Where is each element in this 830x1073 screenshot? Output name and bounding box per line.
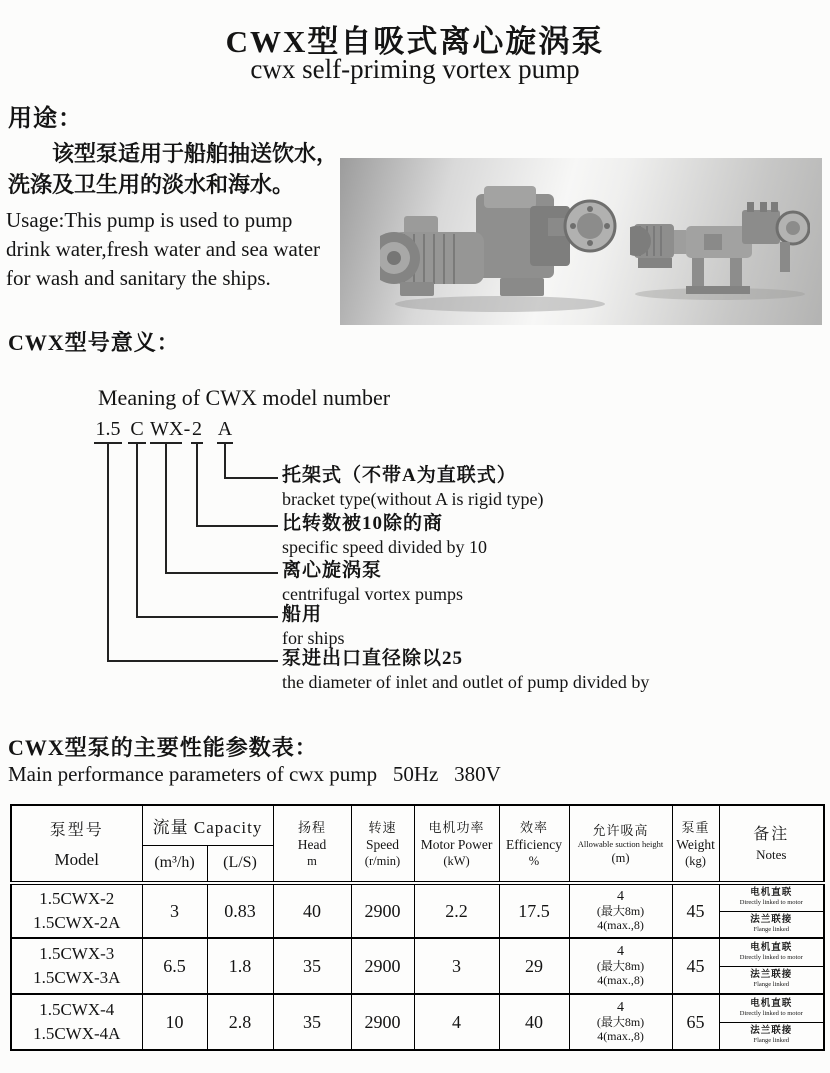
- performance-table: [10, 804, 825, 1051]
- cell-suction: [569, 994, 672, 1050]
- pump-photo-left: [380, 176, 630, 316]
- col-header-power-en: Motor Power: [420, 836, 493, 852]
- cell-head: 35: [273, 994, 351, 1050]
- model-meaning-heading-cn: CWX型号意义：: [8, 330, 180, 355]
- usage-paragraph-chinese: [8, 138, 340, 200]
- cell-model-line2: 1.5CWX-4A: [33, 1024, 121, 1043]
- col-header-capacity: 流量 Capacity: [142, 805, 273, 845]
- model-number-diagram: [0, 418, 830, 713]
- col-header-head: [273, 805, 351, 883]
- note-flange-cn: 法兰联接: [750, 1026, 793, 1037]
- diagram-entry-bracket-en: bracket type(without A is rigid type): [282, 489, 544, 509]
- usage-paragraph-english: [6, 206, 342, 293]
- cell-efficiency: 17.5: [499, 883, 569, 938]
- model-meaning-heading-en: Meaning of CWX model number: [98, 385, 391, 410]
- cell-efficiency: 29: [499, 938, 569, 994]
- cell-model: [11, 994, 142, 1050]
- page-title-chinese: CWX型自吸式离心旋涡泵: [225, 24, 605, 59]
- cell-model-line2: 1.5CWX-2A: [33, 913, 121, 932]
- col-header-head-unit: m: [307, 853, 317, 868]
- note-flange-cn: 法兰联接: [750, 914, 793, 925]
- cell-suction-line3: 4(max.,8): [597, 1029, 644, 1043]
- table-row-cwx3: [11, 938, 824, 966]
- usage-en-line3: for wash and sanitary the ships.: [6, 266, 271, 290]
- diagram-entry-ships-en: for ships: [282, 628, 345, 648]
- col-header-weight-en: Weight: [676, 836, 715, 852]
- cell-capacity-m3h: 3: [142, 883, 207, 938]
- cell-suction-line1: 4: [617, 1000, 625, 1015]
- cell-note-flange: [719, 966, 824, 994]
- model-code-bracket: A: [217, 418, 233, 444]
- col-header-power-cn: 电机功率: [428, 819, 485, 835]
- diagram-entry-specific-speed-cn: 比转数被10除的商: [282, 513, 444, 534]
- cell-model: [11, 883, 142, 938]
- cell-suction-line2: (最大8m): [596, 904, 645, 918]
- note-direct-en: Directly linked to motor: [739, 899, 803, 907]
- diagram-entry-vortex: [282, 559, 463, 606]
- col-header-model-cn: 泵型号: [49, 822, 104, 839]
- cell-suction-line3: 4(max.,8): [597, 973, 644, 987]
- col-header-speed-cn: 转速: [368, 819, 397, 835]
- cell-suction-line2: (最大8m): [596, 1015, 645, 1029]
- cell-capacity-m3h: 10: [142, 994, 207, 1050]
- note-flange-en: Flange linked: [753, 1037, 790, 1045]
- cell-head: 35: [273, 938, 351, 994]
- cell-model-line2: 1.5CWX-3A: [33, 968, 121, 987]
- diagram-entry-bracket: [282, 464, 543, 511]
- cell-capacity-ls: 1.8: [207, 938, 273, 994]
- col-header-notes-en: Notes: [756, 846, 787, 862]
- cell-weight: 45: [672, 883, 719, 938]
- col-header-capacity-ls: (L/S): [207, 845, 273, 883]
- col-header-efficiency-unit: %: [528, 853, 540, 868]
- col-header-power: [414, 805, 499, 883]
- cell-speed: 2900: [351, 938, 414, 994]
- col-header-head-en: Head: [297, 836, 327, 852]
- col-header-speed: [351, 805, 414, 883]
- cell-power: 2.2: [414, 883, 499, 938]
- model-code-size: 1.5: [94, 418, 122, 444]
- model-code-dash: -: [183, 418, 191, 440]
- performance-table-wrap: [10, 804, 825, 1051]
- col-header-capacity-m3h: (m³/h): [142, 845, 207, 883]
- col-header-suction-en: Allowable suction height: [577, 838, 664, 849]
- note-direct-en: Directly linked to motor: [739, 1009, 803, 1017]
- cell-speed: 2900: [351, 883, 414, 938]
- note-direct-cn: 电机直联: [750, 888, 793, 899]
- cell-suction-line2: (最大8m): [596, 959, 645, 973]
- diagram-entry-specific-speed: [282, 512, 487, 559]
- params-heading-cn: CWX型泵的主要性能参数表：: [8, 735, 318, 760]
- diagram-entry-vortex-cn: 离心旋涡泵: [282, 560, 383, 581]
- cell-head: 40: [273, 883, 351, 938]
- col-header-weight-unit: (kg): [685, 853, 706, 868]
- col-header-suction-cn: 允许吸高: [592, 822, 649, 838]
- col-header-notes: [719, 805, 824, 883]
- table-row-cwx4: [11, 994, 824, 1022]
- page-title-english: cwx self-priming vortex pump: [250, 54, 580, 84]
- table-row-cwx2: [11, 883, 824, 911]
- product-photo-panel: [340, 158, 822, 325]
- cell-suction: [569, 883, 672, 938]
- col-header-speed-en: Speed: [366, 836, 400, 852]
- usage-heading: 用途：: [8, 106, 83, 132]
- cell-weight: 65: [672, 994, 719, 1050]
- col-header-weight-cn: 泵重: [681, 819, 710, 835]
- col-header-efficiency-cn: 效率: [520, 819, 549, 835]
- diagram-entry-ships-cn: 船用: [282, 604, 323, 625]
- cell-power: 3: [414, 938, 499, 994]
- cell-capacity-ls: 0.83: [207, 883, 273, 938]
- cell-model-line1: 1.5CWX-2: [39, 889, 115, 908]
- col-header-efficiency: [499, 805, 569, 883]
- usage-cn-line2: 洗涤及卫生用的淡水和海水。: [8, 172, 295, 197]
- params-heading-en: Main performance parameters of cwx pump 50Hz 380V: [8, 762, 501, 786]
- col-header-suction: [569, 805, 672, 883]
- model-code-ship: C: [128, 418, 146, 444]
- diagram-entry-diameter-en: the diameter of inlet and outlet of pump divided by: [282, 672, 650, 692]
- diagram-entry-diameter-cn: 泵进出口直径除以25: [282, 648, 464, 669]
- diagram-entry-vortex-en: centrifugal vortex pumps: [282, 584, 463, 604]
- diagram-entry-ships: [282, 603, 345, 650]
- note-direct-en: Directly linked to motor: [739, 953, 803, 961]
- pump-photo-right: [630, 190, 810, 302]
- col-header-head-cn: 扬程: [298, 819, 327, 835]
- diagram-entry-specific-speed-en: specific speed divided by 10: [282, 537, 487, 557]
- cell-suction-line1: 4: [617, 889, 625, 904]
- cell-capacity-m3h: 6.5: [142, 938, 207, 994]
- cell-model-line1: 1.5CWX-3: [39, 944, 115, 963]
- col-header-power-unit: (kW): [443, 853, 470, 868]
- cell-suction: [569, 938, 672, 994]
- col-header-speed-unit: (r/min): [364, 853, 401, 868]
- col-header-model-en: Model: [54, 850, 99, 869]
- model-code-type: WX: [150, 418, 182, 444]
- cell-note-flange: [719, 911, 824, 938]
- cell-capacity-ls: 2.8: [207, 994, 273, 1050]
- note-flange-en: Flange linked: [753, 925, 790, 933]
- cell-model-line1: 1.5CWX-4: [39, 1000, 115, 1019]
- usage-en-line2: drink water,fresh water and sea water: [6, 237, 321, 261]
- col-header-suction-unit: (m): [611, 850, 630, 865]
- col-header-efficiency-en: Efficiency: [506, 836, 562, 852]
- cell-model: [11, 938, 142, 994]
- diagram-entry-diameter: [282, 647, 649, 694]
- cell-efficiency: 40: [499, 994, 569, 1050]
- cell-note-flange: [719, 1022, 824, 1050]
- cell-suction-line1: 4: [617, 944, 625, 959]
- col-header-weight: [672, 805, 719, 883]
- note-flange-cn: 法兰联接: [750, 970, 793, 981]
- cell-suction-line3: 4(max.,8): [597, 918, 644, 932]
- note-direct-cn: 电机直联: [750, 942, 793, 953]
- cell-speed: 2900: [351, 994, 414, 1050]
- diagram-entry-bracket-cn: 托架式（不带A为直联式）: [282, 465, 517, 486]
- cell-note-direct: [719, 938, 824, 966]
- note-direct-cn: 电机直联: [750, 998, 793, 1009]
- cell-weight: 45: [672, 938, 719, 994]
- note-flange-en: Flange linked: [753, 981, 790, 989]
- cell-note-direct: [719, 994, 824, 1022]
- usage-en-line1: Usage:This pump is used to pump: [6, 208, 293, 232]
- cell-note-direct: [719, 883, 824, 911]
- col-header-notes-cn: 备注: [753, 825, 790, 843]
- col-header-model: [11, 805, 142, 883]
- cell-power: 4: [414, 994, 499, 1050]
- model-code-speed: 2: [191, 418, 203, 444]
- usage-cn-line1: 该型泵适用于船舶抽送饮水，: [52, 141, 339, 166]
